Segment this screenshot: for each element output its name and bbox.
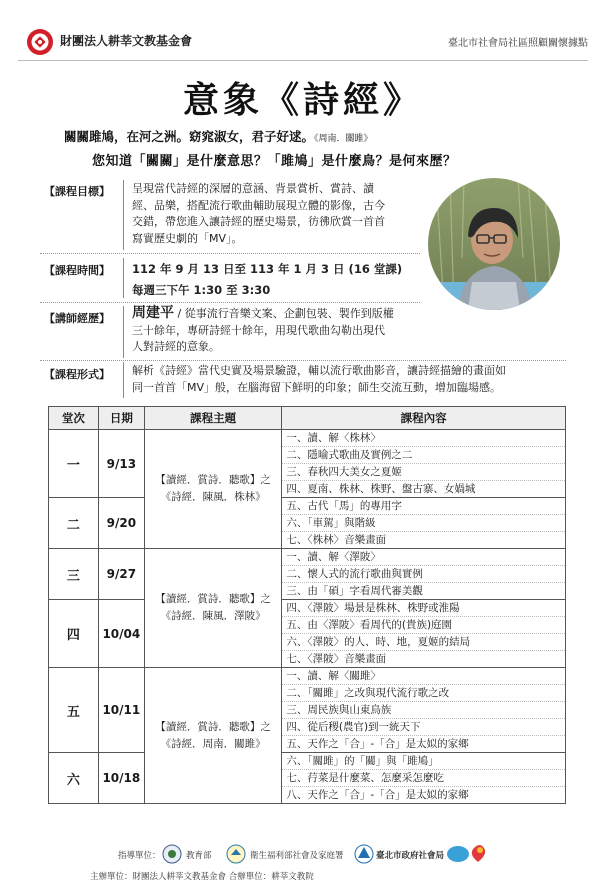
content-item: 四、〈澤陂〉場景是株林、株野或淮陽	[282, 600, 566, 617]
content-item: 六、「車駕」與階級	[282, 515, 566, 532]
time-text	[132, 259, 402, 301]
content-item: 二、「關雎」之改與現代流行歌之改	[282, 685, 566, 702]
page-title: 意象《詩經》	[182, 79, 423, 121]
poem-quote	[64, 127, 373, 145]
teacher-text	[132, 305, 394, 356]
content-item: 三、周民族與山東鳥族	[282, 702, 566, 719]
teacher-divider	[123, 306, 124, 358]
content-item: 七、〈澤陂〉音樂畫面	[282, 651, 566, 668]
content-item: 五、古代「馬」的專用字	[282, 498, 566, 515]
guide-unit: 教育部	[186, 851, 212, 861]
goal-text	[132, 181, 385, 247]
col-header-date: 日期	[98, 407, 144, 430]
content-item: 二、懷人式的流行歌曲與實例	[282, 566, 566, 583]
goal-divider	[123, 180, 124, 250]
session-date: 10/18	[98, 753, 144, 804]
teacher-bio-line: / 從事流行音樂文案、企劃包裝、製作到版權	[174, 307, 394, 320]
taipei-emblem-icon	[354, 844, 374, 864]
session-date: 10/11	[98, 668, 144, 753]
table-row	[49, 600, 566, 617]
guide-label: 指導單位：	[118, 851, 161, 861]
table-row	[49, 498, 566, 515]
session-number: 三	[49, 549, 99, 600]
goal-label: 【課程目標】	[44, 185, 110, 198]
page-footer	[0, 842, 606, 889]
content-item: 一、讀、解〈澤陂〉	[282, 549, 566, 566]
goal-line: 交錯，帶您進入讓詩經的歷史場景，彷彿欣賞一首首	[132, 215, 385, 228]
table-row	[49, 549, 566, 566]
content-item: 六、「關雎」的「關」與「雎鳩」	[282, 753, 566, 770]
session-topic: 【讀經．賞詩．聽歌】之《詩經．陳風．澤陂》	[144, 549, 282, 668]
format-text	[132, 363, 506, 396]
format-label: 【課程形式】	[44, 368, 110, 381]
care-point-logo-icon	[446, 842, 490, 866]
session-date: 9/20	[98, 498, 144, 549]
content-item: 八、天作之「合」-「合」是太姒的家鄉	[282, 787, 566, 804]
goal-line: 經、品樂，搭配流行歌曲輔助展現立體的影像，古今	[132, 198, 385, 212]
goal-line: 寫實歷史劇的「MV」。	[132, 231, 243, 245]
teacher-bio-line: 三十餘年，專研詩經十餘年，用現代歌曲勾勒出現代	[132, 323, 385, 337]
intro-question: 您知道「關關」是什麼意思？「雎鳩」是什麼鳥？是何來歷？	[92, 154, 457, 169]
time-label: 【課程時間】	[44, 264, 110, 277]
instructor-photo	[428, 178, 560, 310]
content-item: 三、春秋四大美女之夏姬	[282, 464, 566, 481]
table-row	[49, 430, 566, 447]
host-line: 主辦單位：財團法人耕莘文教基金會 合辦單位：耕莘文教院	[90, 872, 314, 882]
col-header-topic: 課程主題	[144, 407, 282, 430]
table-row	[49, 753, 566, 770]
moe-emblem-icon	[162, 844, 182, 864]
guide-unit: 臺北市政府社會局	[376, 851, 445, 861]
session-number: 六	[49, 753, 99, 804]
content-item: 一、讀、解〈株林〉	[282, 430, 566, 447]
content-item: 四、夏南、株林、株野、盤古寨、女媧城	[282, 481, 566, 498]
schedule-body	[49, 430, 566, 804]
header-divider	[18, 60, 588, 61]
content-item: 一、讀、解〈關雎〉	[282, 668, 566, 685]
session-date: 10/04	[98, 600, 144, 668]
content-item: 七、〈株林〉音樂畫面	[282, 532, 566, 549]
format-line: 解析《詩經》當代史實及場景驗證，輔以流行歌曲影音，讓詩經描繪的畫面如	[132, 364, 506, 377]
table-row	[49, 668, 566, 685]
time-divider	[123, 258, 124, 298]
teacher-bio-line: 人對詩經的意象。	[132, 340, 220, 353]
content-item: 七、荇菜是什麼菜、怎麼采怎麼吃	[282, 770, 566, 787]
guide-unit: 衛生福利部社會及家庭署	[250, 851, 344, 861]
content-item: 五、天作之「合」-「合」是太姒的家鄉	[282, 736, 566, 753]
session-date: 9/13	[98, 430, 144, 498]
time-range: 112 年 9 月 13 日至 113 年 1 月 3 日 (16 堂課)	[132, 262, 403, 276]
org-name: 財團法人耕莘文教基金會	[60, 34, 193, 48]
content-item: 五、由〈澤陂〉看周代的(貴族)庭園	[282, 617, 566, 634]
table-header-row	[49, 407, 566, 430]
goal-line: 呈現當代詩經的深層的意涵、背景賞析、賞詩、讀	[132, 182, 374, 195]
session-number: 二	[49, 498, 99, 549]
foundation-logo-icon	[26, 28, 54, 56]
poem-source: 《周南．關雎》	[314, 134, 373, 144]
teacher-label: 【講師經歷】	[44, 312, 110, 325]
col-header-session: 堂次	[49, 407, 99, 430]
session-number: 五	[49, 668, 99, 753]
format-divider	[123, 362, 124, 398]
poem-text: 關關雎鳩，在河之洲。窈窕淑女，君子好逑。	[64, 129, 315, 144]
session-topic: 【讀經．賞詩．聽歌】之《詩經．周南．關雎》	[144, 668, 282, 804]
section-divider	[40, 360, 566, 361]
col-header-content: 課程內容	[282, 407, 566, 430]
content-item: 三、由「碩」字看周代審美觀	[282, 583, 566, 600]
format-line: 同一首首「MV」般，在腦海留下鮮明的印象；師生交流互動，增加臨場感。	[132, 380, 502, 394]
content-item: 六、〈澤陂〉的人、時、地，夏姬的結局	[282, 634, 566, 651]
session-number: 四	[49, 600, 99, 668]
teacher-name: 周建平	[132, 305, 174, 321]
session-date: 9/27	[98, 549, 144, 600]
welfare-emblem-icon	[226, 844, 246, 864]
time-weekly: 每週三下午 1:30 至 3:30	[132, 283, 271, 297]
page-header	[18, 20, 588, 60]
session-topic: 【讀經．賞詩．聽歌】之《詩經．陳風．株林》	[144, 430, 282, 549]
schedule-table	[48, 406, 566, 804]
section-divider	[40, 253, 420, 254]
content-item: 四、從后稷(農官)到一統天下	[282, 719, 566, 736]
section-divider	[40, 302, 420, 303]
session-number: 一	[49, 430, 99, 498]
content-item: 二、隱喻式歌曲及實例之二	[282, 447, 566, 464]
header-right-text: 臺北市社會局社區照顧關懷據點	[448, 38, 588, 49]
